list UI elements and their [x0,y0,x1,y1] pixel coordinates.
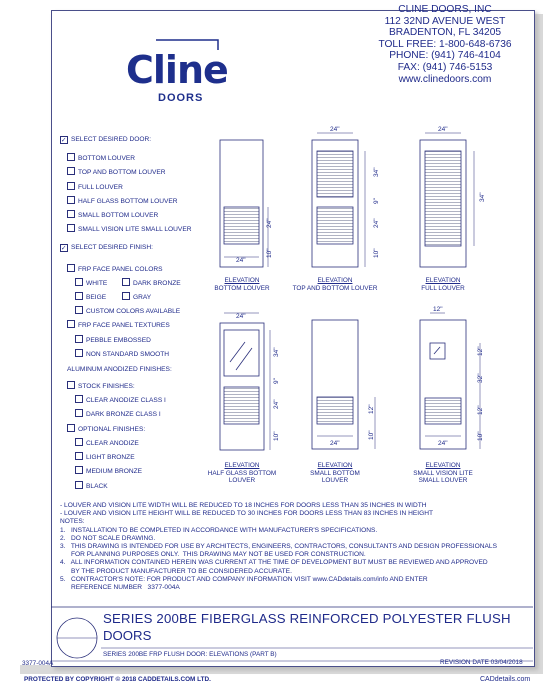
note-line: 4. ALL INFORMATION CONTAINED HEREIN WAS CURRENT AT THE TIME OF DEVELOPMENT BUT MUST BE REVIEWED AND APPROVED [60,559,488,567]
note-line: 5. CONTRACTOR'S NOTE: FOR PRODUCT AND COMPANY INFORMATION VISIT www.CADdetails.com/info AND ENTER [60,575,428,583]
checkbox-icon[interactable] [122,292,130,300]
dim-label: 12" [433,306,443,313]
checkbox-icon[interactable] [75,409,83,417]
note-line: 3. THIS DRAWING IS INTENDED FOR USE BY ARCHITECTS, ENGINEERS, CONTRACTORS, CONSULTANTS AND DESIGN PROFESSIONALS [60,543,497,551]
checkbox-icon[interactable] [67,153,75,161]
dim-label: 12" [368,404,375,414]
dim-label: 32" [477,373,484,383]
option-pebble[interactable]: PEBBLE EMBOSSED [75,335,151,345]
company-info [340,4,550,85]
caddetails-link[interactable]: CADdetails.com [480,676,531,683]
option-beige[interactable]: BEIGE [75,292,106,302]
option-clear-anodize[interactable]: CLEAR ANODIZE [75,438,139,448]
option-optional[interactable]: OPTIONAL FINISHES: [67,424,145,434]
revision-date: REVISION DATE 03/04/2018 [440,659,523,666]
option-frp-colors[interactable]: FRP FACE PANEL COLORS [67,264,163,274]
dim-label: 24" [373,218,380,228]
dim-label: 24" [438,126,448,133]
option-bronze-class[interactable]: DARK BRONZE CLASS I [75,409,161,419]
louver-panel [224,207,259,244]
elevation-label-bottom-louver: ELEVATION BOTTOM LOUVER [214,277,270,292]
dim-label: 10" [273,431,280,441]
checkbox-icon[interactable] [67,224,75,232]
checkbox-icon[interactable] [75,395,83,403]
company-phone: PHONE: (941) 746-4104 [389,50,501,62]
copyright-text: PROTECTED BY COPYRIGHT © 2018 CADDETAILS.COM LTD. [24,676,211,683]
option-white[interactable]: WHITE [75,278,107,288]
notes-block [60,502,497,592]
checkbox-icon[interactable] [75,452,83,460]
logo-wordmark: Cline [126,48,228,92]
note-line: BY THE PRODUCT MANUFACTURER TO BE CONSIDERED ACCURATE. [60,567,292,575]
option-black[interactable]: BLACK [75,481,108,491]
checkbox-icon[interactable] [67,167,75,175]
option-gray[interactable]: GRAY [122,292,151,302]
option-non-standard[interactable]: NON STANDARD SMOOTH [75,349,169,359]
note-line: FOR PLANNING PURPOSES ONLY. THIS DRAWING MAY NOT BE USED FOR CONSTRUCTION. [60,551,366,559]
louver-panel [425,151,461,246]
elevation-label-full: ELEVATION FULL LOUVER [421,277,465,292]
dim-label: 10" [266,248,273,258]
dim-label: 10" [368,430,375,440]
glass-panel [224,330,259,376]
dim-label: 24" [330,126,340,133]
louver-panel [224,387,259,424]
checkbox-icon[interactable] [75,438,83,446]
option-small-bottom[interactable]: SMALL BOTTOM LOUVER [67,210,158,220]
option-dark-bronze[interactable]: DARK BRONZE [122,278,181,288]
checkbox-icon[interactable] [67,210,75,218]
door-bottom-louver [220,140,263,267]
checkbox-icon[interactable] [75,349,83,357]
company-website[interactable]: www.clinedoors.com [398,73,492,85]
option-clear-class[interactable]: CLEAR ANODIZE CLASS I [75,395,166,405]
notes-heading: NOTES: [60,518,85,526]
checkbox-icon[interactable] [67,424,75,432]
dim-label: 10" [373,248,380,258]
checked-checkbox-icon[interactable]: ✓ [61,245,67,252]
option-full-louver[interactable]: FULL LOUVER [67,182,123,192]
dim-label: 24" [438,440,448,447]
dim-label: 34" [273,347,280,357]
checkbox-icon[interactable] [67,182,75,190]
elevation-label-vision-lite: ELEVATION SMALL VISION LITE SMALL LOUVER [413,462,473,485]
option-custom-colors[interactable]: CUSTOM COLORS AVAILABLE [75,306,180,316]
note-line: - LOUVER AND VISION LITE HEIGHT WILL BE REDUCED TO 30 INCHES FOR DOORS LESS THAN 83 INCHES IN HEIGHT [60,510,433,518]
dim-label: 24" [236,257,246,264]
drawing-number: 3377-004A [22,660,54,667]
dim-label: 34" [479,192,486,202]
vision-lite-panel [430,343,445,359]
elevation-label-half-glass: ELEVATION HALF GLASS BOTTOM LOUVER [207,462,277,485]
dim-label: 24" [266,218,273,228]
aluminum-heading: ALUMINUM ANODIZED FINISHES: [67,366,172,373]
option-top-bottom-louver[interactable]: TOP AND BOTTOM LOUVER [67,167,166,177]
checkbox-icon[interactable] [75,292,83,300]
dim-label: 24" [330,440,340,447]
note-line: 2. DO NOT SCALE DRAWING. [60,534,156,542]
drawing-title-line1: SERIES 200BE FIBERGLASS REINFORCED POLYESTER FLUSH [103,611,511,626]
elevation-drawings [195,125,500,500]
company-address2: BRADENTON, FL 34205 [388,27,502,39]
door-select-header[interactable]: ✓ SELECT DESIRED DOOR: [61,136,152,144]
note-line: 1. INSTALLATION TO BE COMPLETED IN ACCORDANCE WITH MANUFACTURER'S SPECIFICATIONS. [60,526,378,534]
door-vision-lite [420,320,466,449]
checkbox-icon[interactable] [75,466,83,474]
checkbox-icon[interactable] [67,264,75,272]
checkbox-icon[interactable] [67,196,75,204]
drawing-subtitle: SERIES 200BE FRP FLUSH DOOR: ELEVATIONS (PART B) [103,651,277,658]
option-bottom-louver[interactable]: BOTTOM LOUVER [67,153,135,163]
dim-label: 9" [373,198,380,204]
checkbox-icon[interactable] [75,278,83,286]
option-half-glass[interactable]: HALF GLASS BOTTOM LOUVER [67,196,178,206]
option-medium-bronze[interactable]: MEDIUM BRONZE [75,466,142,476]
louver-panel [317,207,353,244]
note-line: - LOUVER AND VISION LITE WIDTH WILL BE REDUCED TO 18 INCHES FOR DOORS LESS THAN 35 INCHES IN WIDTH [60,502,427,509]
dim-label: 10" [477,431,484,441]
door-half-glass [220,323,264,450]
company-name: CLINE DOORS, INC [398,4,492,15]
dim-label: 12" [477,346,484,356]
checkbox-icon[interactable] [67,320,75,328]
checkbox-icon[interactable] [75,306,83,314]
drawing-title-line2: DOORS [103,628,152,643]
checkbox-icon[interactable] [75,335,83,343]
dim-label: 12" [477,405,484,415]
elevation-label-small-bottom: ELEVATION SMALL BOTTOM LOUVER [310,462,360,485]
note-line: REFERENCE NUMBER 3377-004A [60,584,180,592]
dim-label: 24" [273,399,280,409]
dim-label: 34" [373,167,380,177]
door-small-bottom [312,320,358,449]
finish-select-header[interactable]: ✓ SELECT DESIRED FINISH: [61,244,153,252]
company-fax: FAX: (941) 746-5153 [397,61,493,73]
logo-subtext: DOORS [158,92,204,104]
option-frp-textures[interactable]: FRP FACE PANEL TEXTURES [67,320,170,330]
louver-panel [425,398,461,424]
company-address1: 112 32ND AVENUE WEST [384,15,506,27]
option-stock[interactable]: STOCK FINISHES: [67,381,135,391]
dim-label: 24" [236,313,246,320]
checked-checkbox-icon[interactable]: ✓ [61,137,67,144]
option-light-bronze[interactable]: LIGHT BRONZE [75,452,135,462]
checkbox-icon[interactable] [67,381,75,389]
louver-panel [317,151,353,197]
elevation-label-top-bottom: ELEVATION TOP AND BOTTOM LOUVER [292,277,378,292]
louver-panel [317,397,353,424]
option-small-vision[interactable]: SMALL VISION LITE SMALL LOUVER [67,224,191,234]
checkbox-icon[interactable] [75,481,83,489]
company-tollfree: TOLL FREE: 1-800-648-6736 [378,38,512,50]
checkbox-icon[interactable] [122,278,130,286]
dim-label: 9" [273,378,280,384]
